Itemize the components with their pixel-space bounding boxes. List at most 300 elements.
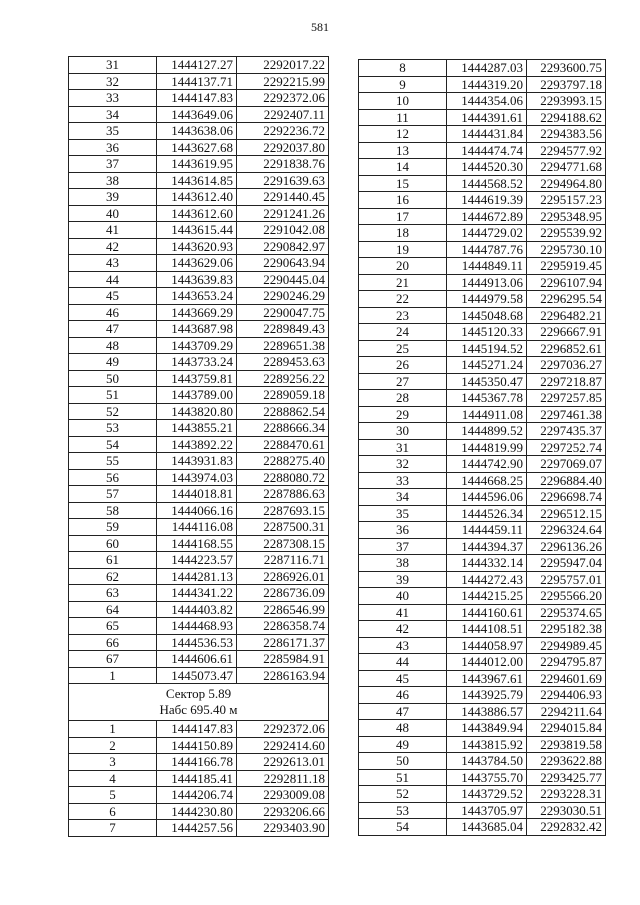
point-number-cell: 37 [359,538,447,555]
point-number-cell: 47 [69,321,157,338]
point-number-cell: 2 [69,737,157,754]
point-number-cell: 46 [359,687,447,704]
x-coordinate-cell: 1444257.56 [157,820,237,837]
point-number-cell: 57 [69,486,157,503]
point-number-cell: 53 [69,420,157,437]
point-number-cell: 39 [359,571,447,588]
x-coordinate-cell: 1444066.16 [157,502,237,519]
table-row [359,753,606,770]
x-coordinate-cell: 1445194.52 [447,340,527,357]
point-number-cell: 43 [69,255,157,272]
x-coordinate-cell: 1444272.43 [447,571,527,588]
table-row [69,403,329,420]
x-coordinate-cell: 1445367.78 [447,390,527,407]
table-row [359,175,606,192]
point-number-cell: 67 [69,651,157,668]
y-coordinate-cell: 2296884.40 [527,472,606,489]
point-number-cell: 12 [359,126,447,143]
table-row [69,304,329,321]
point-number-cell: 56 [69,469,157,486]
point-number-cell: 11 [359,109,447,126]
x-coordinate-cell: 1445350.47 [447,373,527,390]
x-coordinate-cell: 1444166.78 [157,754,237,771]
x-coordinate-cell: 1444341.22 [157,585,237,602]
point-number-cell: 46 [69,304,157,321]
y-coordinate-cell: 2288275.40 [237,453,329,470]
y-coordinate-cell: 2296852.61 [527,340,606,357]
table-row [359,654,606,671]
x-coordinate-cell: 1444287.03 [447,60,527,77]
x-coordinate-cell: 1444281.13 [157,568,237,585]
coordinates-table-right [358,59,606,836]
x-coordinate-cell: 1444116.08 [157,519,237,536]
left-table-body-top [69,57,329,684]
point-number-cell: 3 [69,754,157,771]
point-number-cell: 35 [69,123,157,140]
point-number-cell: 4 [69,770,157,787]
y-coordinate-cell: 2295919.45 [527,258,606,275]
table-row [69,106,329,123]
point-number-cell: 24 [359,324,447,341]
x-coordinate-cell: 1443653.24 [157,288,237,305]
x-coordinate-cell: 1444147.83 [157,721,237,738]
y-coordinate-cell: 2292372.06 [237,721,329,738]
table-row [69,238,329,255]
y-coordinate-cell: 2290246.29 [237,288,329,305]
table-row [359,489,606,506]
table-row [69,754,329,771]
y-coordinate-cell: 2295757.01 [527,571,606,588]
y-coordinate-cell: 2292236.72 [237,123,329,140]
y-coordinate-cell: 2297461.38 [527,406,606,423]
table-row [69,205,329,222]
table-row [359,720,606,737]
point-number-cell: 44 [69,271,157,288]
y-coordinate-cell: 2287308.15 [237,535,329,552]
x-coordinate-cell: 1444849.11 [447,258,527,275]
y-coordinate-cell: 2295730.10 [527,241,606,258]
table-row [359,390,606,407]
x-coordinate-cell: 1444394.37 [447,538,527,555]
point-number-cell: 51 [69,387,157,404]
point-number-cell: 10 [359,93,447,110]
table-row [359,439,606,456]
table-row [359,373,606,390]
point-number-cell: 33 [69,90,157,107]
x-coordinate-cell: 1444911.08 [447,406,527,423]
y-coordinate-cell: 2293993.15 [527,93,606,110]
y-coordinate-cell: 2292215.99 [237,73,329,90]
y-coordinate-cell: 2292832.42 [527,819,606,836]
point-number-cell: 45 [359,670,447,687]
x-coordinate-cell: 1444160.61 [447,604,527,621]
table-row [359,604,606,621]
y-coordinate-cell: 2293797.18 [527,76,606,93]
point-number-cell: 27 [359,373,447,390]
table-row [359,241,606,258]
table-row [359,274,606,291]
y-coordinate-cell: 2288080.72 [237,469,329,486]
table-row [359,357,606,374]
x-coordinate-cell: 1444354.06 [447,93,527,110]
y-coordinate-cell: 2292017.22 [237,57,329,74]
point-number-cell: 17 [359,208,447,225]
table-row [69,721,329,738]
table-row [359,670,606,687]
y-coordinate-cell: 2296667.91 [527,324,606,341]
y-coordinate-cell: 2296107.94 [527,274,606,291]
table-row [359,258,606,275]
point-number-cell: 16 [359,192,447,209]
table-row [359,307,606,324]
left-table-body-bottom [69,721,329,837]
table-row [69,667,329,684]
x-coordinate-cell: 1443629.06 [157,255,237,272]
point-number-cell: 55 [69,453,157,470]
x-coordinate-cell: 1444147.83 [157,90,237,107]
point-number-cell: 38 [69,172,157,189]
x-coordinate-cell: 1444899.52 [447,423,527,440]
y-coordinate-cell: 2292372.06 [237,90,329,107]
x-coordinate-cell: 1444619.39 [447,192,527,209]
y-coordinate-cell: 2292414.60 [237,737,329,754]
point-number-cell: 58 [69,502,157,519]
table-row [359,93,606,110]
point-number-cell: 37 [69,156,157,173]
point-number-cell: 1 [69,721,157,738]
point-number-cell: 30 [359,423,447,440]
y-coordinate-cell: 2294795.87 [527,654,606,671]
point-number-cell: 38 [359,555,447,572]
y-coordinate-cell: 2294771.68 [527,159,606,176]
x-coordinate-cell: 1444474.74 [447,142,527,159]
point-number-cell: 36 [359,522,447,539]
y-coordinate-cell: 2289256.22 [237,370,329,387]
point-number-cell: 64 [69,601,157,618]
y-coordinate-cell: 2295947.04 [527,555,606,572]
coordinates-table-left [68,56,329,837]
x-coordinate-cell: 1443620.93 [157,238,237,255]
point-number-cell: 51 [359,769,447,786]
table-row [69,222,329,239]
point-number-cell: 29 [359,406,447,423]
table-row [69,820,329,837]
x-coordinate-cell: 1444206.74 [157,787,237,804]
x-coordinate-cell: 1443784.50 [447,753,527,770]
table-row [69,651,329,668]
point-number-cell: 14 [359,159,447,176]
point-number-cell: 32 [69,73,157,90]
point-number-cell: 61 [69,552,157,569]
table-row [69,436,329,453]
x-coordinate-cell: 1444215.25 [447,588,527,605]
table-row [359,225,606,242]
y-coordinate-cell: 2296324.64 [527,522,606,539]
x-coordinate-cell: 1443669.29 [157,304,237,321]
y-coordinate-cell: 2295182.38 [527,621,606,638]
y-coordinate-cell: 2297036.27 [527,357,606,374]
point-number-cell: 9 [359,76,447,93]
y-coordinate-cell: 2296295.54 [527,291,606,308]
x-coordinate-cell: 1444391.61 [447,109,527,126]
x-coordinate-cell: 1444431.84 [447,126,527,143]
y-coordinate-cell: 2296698.74 [527,489,606,506]
y-coordinate-cell: 2293403.90 [237,820,329,837]
y-coordinate-cell: 2293819.58 [527,736,606,753]
point-number-cell: 66 [69,634,157,651]
x-coordinate-cell: 1445271.24 [447,357,527,374]
point-number-cell: 39 [69,189,157,206]
x-coordinate-cell: 1444127.27 [157,57,237,74]
point-number-cell: 40 [359,588,447,605]
point-number-cell: 34 [69,106,157,123]
y-coordinate-cell: 2296136.26 [527,538,606,555]
table-row [359,159,606,176]
y-coordinate-cell: 2294577.92 [527,142,606,159]
point-number-cell: 34 [359,489,447,506]
y-coordinate-cell: 2294601.69 [527,670,606,687]
point-number-cell: 48 [359,720,447,737]
y-coordinate-cell: 2293228.31 [527,786,606,803]
point-number-cell: 1 [69,667,157,684]
table-row [69,139,329,156]
y-coordinate-cell: 2287693.15 [237,502,329,519]
point-number-cell: 42 [359,621,447,638]
point-number-cell: 19 [359,241,447,258]
x-coordinate-cell: 1444606.61 [157,651,237,668]
x-coordinate-cell: 1444568.52 [447,175,527,192]
x-coordinate-cell: 1443759.81 [157,370,237,387]
x-coordinate-cell: 1444332.14 [447,555,527,572]
y-coordinate-cell: 2294989.45 [527,637,606,654]
table-row [359,456,606,473]
x-coordinate-cell: 1444185.41 [157,770,237,787]
y-coordinate-cell: 2291241.26 [237,205,329,222]
table-row [359,786,606,803]
table-row [69,469,329,486]
point-number-cell: 44 [359,654,447,671]
point-number-cell: 63 [69,585,157,602]
x-coordinate-cell: 1444168.55 [157,535,237,552]
point-number-cell: 41 [69,222,157,239]
y-coordinate-cell: 2286171.37 [237,634,329,651]
table-row [69,519,329,536]
x-coordinate-cell: 1443892.22 [157,436,237,453]
point-number-cell: 25 [359,340,447,357]
y-coordinate-cell: 2297069.07 [527,456,606,473]
x-coordinate-cell: 1444137.71 [157,73,237,90]
y-coordinate-cell: 2288470.61 [237,436,329,453]
page-number: 581 [311,20,329,34]
x-coordinate-cell: 1444468.93 [157,618,237,635]
table-row [359,538,606,555]
y-coordinate-cell: 2297218.87 [527,373,606,390]
table-row [359,340,606,357]
y-coordinate-cell: 2295539.92 [527,225,606,242]
y-coordinate-cell: 2289849.43 [237,321,329,338]
point-number-cell: 18 [359,225,447,242]
y-coordinate-cell: 2294383.56 [527,126,606,143]
y-coordinate-cell: 2292037.80 [237,139,329,156]
y-coordinate-cell: 2296482.21 [527,307,606,324]
y-coordinate-cell: 2294015.84 [527,720,606,737]
y-coordinate-cell: 2288666.34 [237,420,329,437]
x-coordinate-cell: 1444787.76 [447,241,527,258]
point-number-cell: 23 [359,307,447,324]
table-row [359,687,606,704]
table-row [359,703,606,720]
point-number-cell: 52 [359,786,447,803]
y-coordinate-cell: 2294211.64 [527,703,606,720]
table-row [359,522,606,539]
point-number-cell: 40 [69,205,157,222]
point-number-cell: 31 [69,57,157,74]
y-coordinate-cell: 2293009.08 [237,787,329,804]
table-row [359,819,606,836]
x-coordinate-cell: 1443709.29 [157,337,237,354]
table-row [69,354,329,371]
point-number-cell: 49 [359,736,447,753]
y-coordinate-cell: 2291639.63 [237,172,329,189]
y-coordinate-cell: 2294188.62 [527,109,606,126]
x-coordinate-cell: 1443967.61 [447,670,527,687]
point-number-cell: 50 [69,370,157,387]
table-row [359,423,606,440]
y-coordinate-cell: 2297257.85 [527,390,606,407]
x-coordinate-cell: 1444459.11 [447,522,527,539]
section-subtitle: Набс 695.40 м [159,702,238,717]
table-row [69,420,329,437]
x-coordinate-cell: 1444979.58 [447,291,527,308]
table-row [69,271,329,288]
x-coordinate-cell: 1444742.90 [447,456,527,473]
y-coordinate-cell: 2295157.23 [527,192,606,209]
y-coordinate-cell: 2295374.65 [527,604,606,621]
x-coordinate-cell: 1443849.94 [447,720,527,737]
point-number-cell: 60 [69,535,157,552]
x-coordinate-cell: 1444058.97 [447,637,527,654]
point-number-cell: 5 [69,787,157,804]
table-row [359,555,606,572]
x-coordinate-cell: 1443974.03 [157,469,237,486]
table-row [69,601,329,618]
table-row [359,142,606,159]
y-coordinate-cell: 2293030.51 [527,802,606,819]
table-row [359,60,606,77]
point-number-cell: 45 [69,288,157,305]
table-row [359,802,606,819]
y-coordinate-cell: 2291042.08 [237,222,329,239]
x-coordinate-cell: 1444668.25 [447,472,527,489]
y-coordinate-cell: 2290842.97 [237,238,329,255]
point-number-cell: 6 [69,803,157,820]
y-coordinate-cell: 2295566.20 [527,588,606,605]
table-row [69,57,329,74]
table-row [359,291,606,308]
x-coordinate-cell: 1444596.06 [447,489,527,506]
y-coordinate-cell: 2286736.09 [237,585,329,602]
x-coordinate-cell: 1443638.06 [157,123,237,140]
x-coordinate-cell: 1443886.57 [447,703,527,720]
table-row [69,618,329,635]
point-number-cell: 31 [359,439,447,456]
y-coordinate-cell: 2286546.99 [237,601,329,618]
section-header-cell [69,684,329,721]
point-number-cell: 49 [69,354,157,371]
x-coordinate-cell: 1445120.33 [447,324,527,341]
y-coordinate-cell: 2296512.15 [527,505,606,522]
table-row [359,76,606,93]
section-header-row [69,684,329,721]
x-coordinate-cell: 1444729.02 [447,225,527,242]
section-header-group [69,684,329,721]
right-table-body [359,60,606,836]
x-coordinate-cell: 1443855.21 [157,420,237,437]
y-coordinate-cell: 2287500.31 [237,519,329,536]
section-title: Сектор 5.89 [165,686,232,701]
x-coordinate-cell: 1444012.00 [447,654,527,671]
y-coordinate-cell: 2293206.66 [237,803,329,820]
table-row [359,208,606,225]
y-coordinate-cell: 2286926.01 [237,568,329,585]
point-number-cell: 13 [359,142,447,159]
point-number-cell: 22 [359,291,447,308]
x-coordinate-cell: 1443612.40 [157,189,237,206]
point-number-cell: 15 [359,175,447,192]
x-coordinate-cell: 1444526.34 [447,505,527,522]
table-row [69,552,329,569]
y-coordinate-cell: 2286163.94 [237,667,329,684]
x-coordinate-cell: 1443687.98 [157,321,237,338]
x-coordinate-cell: 1443755.70 [447,769,527,786]
y-coordinate-cell: 2289453.63 [237,354,329,371]
point-number-cell: 59 [69,519,157,536]
x-coordinate-cell: 1443685.04 [447,819,527,836]
y-coordinate-cell: 2288862.54 [237,403,329,420]
table-row [359,192,606,209]
point-number-cell: 43 [359,637,447,654]
y-coordinate-cell: 2290643.94 [237,255,329,272]
y-coordinate-cell: 2289059.18 [237,387,329,404]
point-number-cell: 8 [359,60,447,77]
table-row [359,126,606,143]
table-row [359,588,606,605]
x-coordinate-cell: 1444108.51 [447,621,527,638]
table-row [69,585,329,602]
x-coordinate-cell: 1444819.99 [447,439,527,456]
table-row [69,321,329,338]
table-row [359,324,606,341]
point-number-cell: 41 [359,604,447,621]
y-coordinate-cell: 2297252.74 [527,439,606,456]
x-coordinate-cell: 1444520.30 [447,159,527,176]
x-coordinate-cell: 1444150.89 [157,737,237,754]
table-row [69,770,329,787]
table-row [69,123,329,140]
table-row [69,453,329,470]
table-row [359,571,606,588]
table-row [69,803,329,820]
point-number-cell: 20 [359,258,447,275]
table-row [69,387,329,404]
table-row [69,568,329,585]
x-coordinate-cell: 1443820.80 [157,403,237,420]
y-coordinate-cell: 2292811.18 [237,770,329,787]
y-coordinate-cell: 2292407.11 [237,106,329,123]
y-coordinate-cell: 2286358.74 [237,618,329,635]
table-row [359,406,606,423]
point-number-cell: 53 [359,802,447,819]
